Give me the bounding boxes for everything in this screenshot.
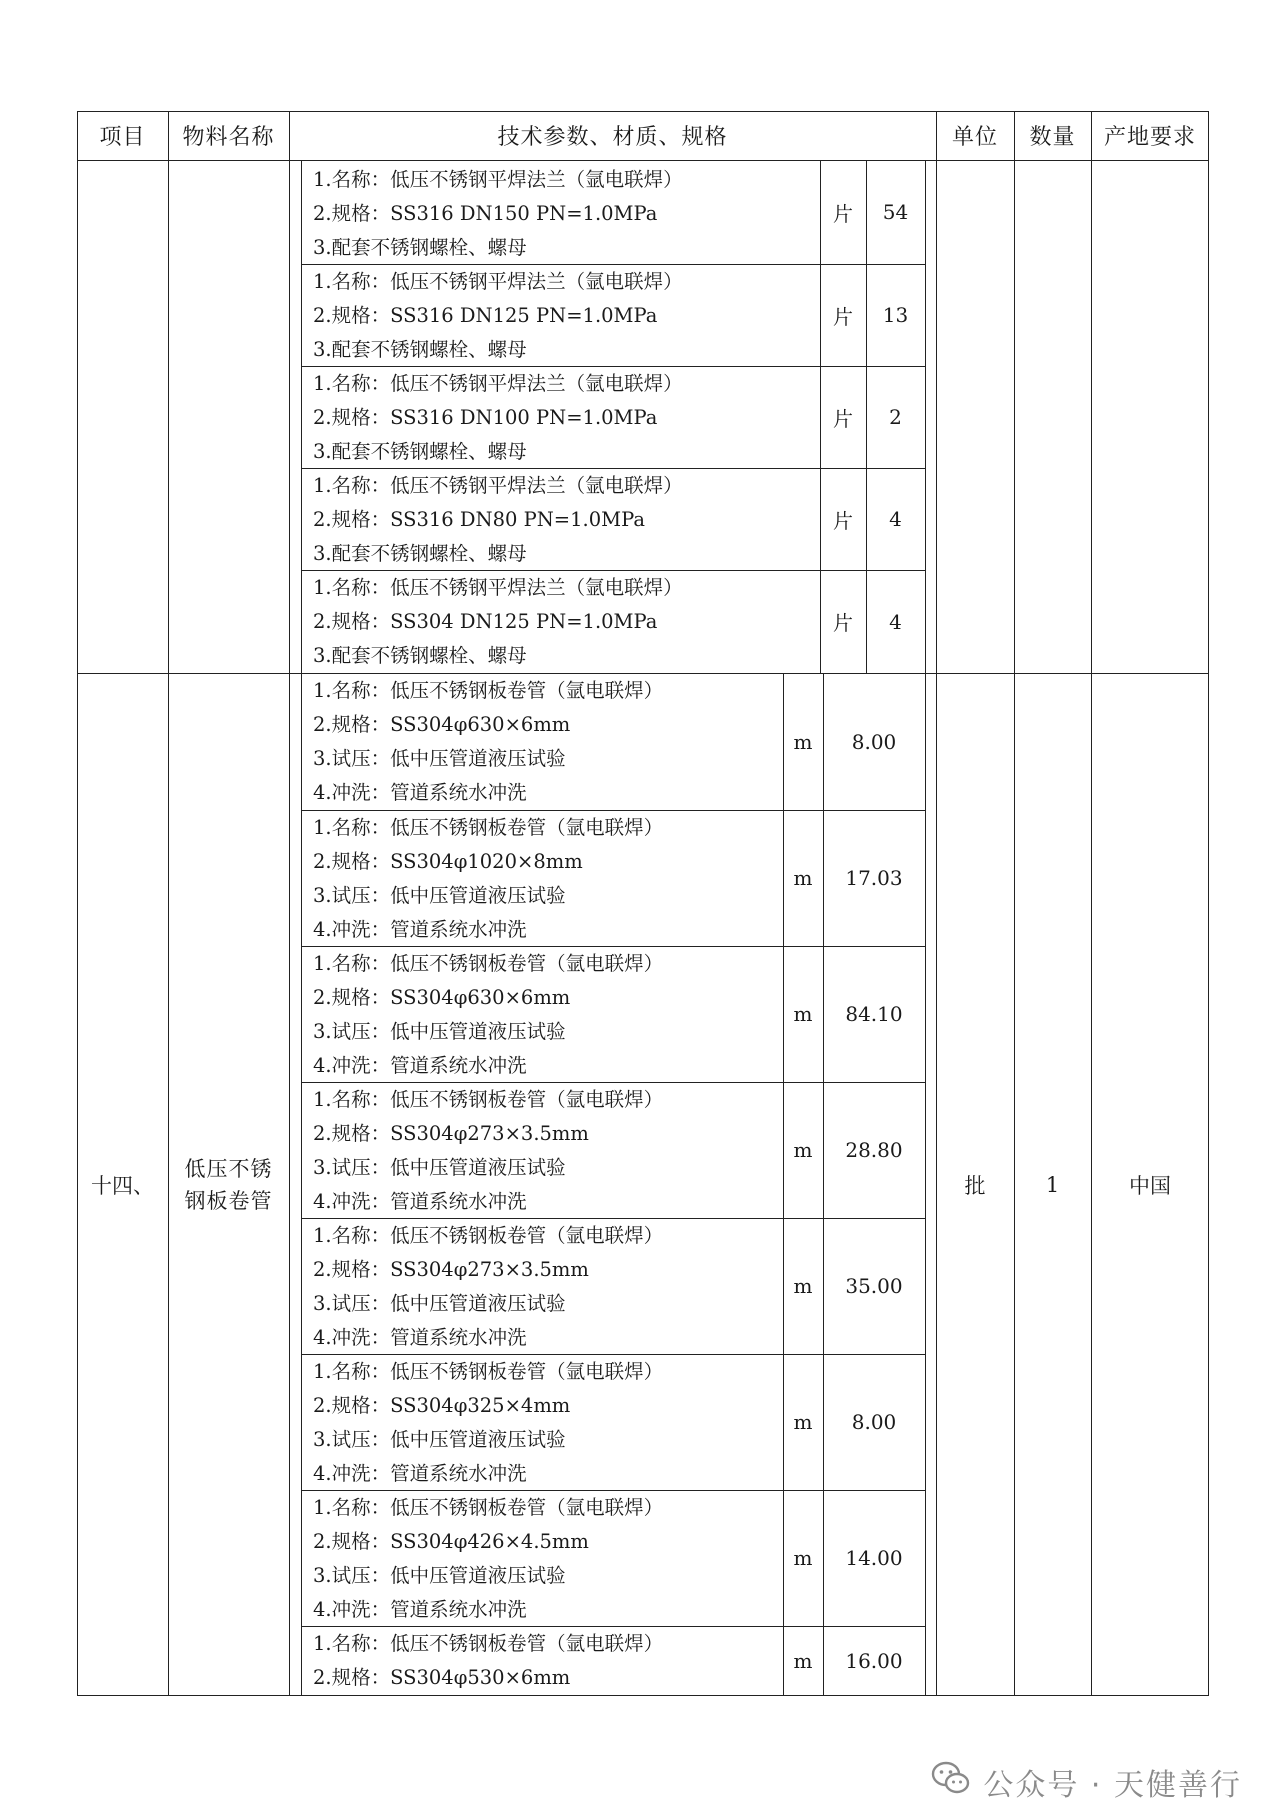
header-material: 物料名称 — [182, 125, 275, 150]
pipe-qty: 8.00 — [851, 1410, 897, 1434]
flange-spec-line: 3.配套不锈钢螺栓、螺母 — [313, 338, 527, 361]
pipe-spec-line: 1.名称：低压不锈钢板卷管（氩电联焊） — [313, 1224, 664, 1247]
pipe-spec-line: 2.规格：SS304φ630×6mm — [313, 986, 571, 1009]
pipe-qty: 84.10 — [845, 1002, 903, 1026]
pipe-spec-line: 4.冲洗：管道系统水冲洗 — [313, 1054, 527, 1077]
section-material: 低压不锈钢板卷管 — [184, 1156, 273, 1213]
pipe-unit: m — [793, 1002, 813, 1026]
pipe-spec-line: 2.规格：SS304φ273×3.5mm — [313, 1122, 589, 1145]
pipe-spec-line: 3.试压：低中压管道液压试验 — [313, 1292, 566, 1315]
pipe-unit: m — [793, 1138, 813, 1162]
pipe-unit: m — [793, 866, 813, 890]
flange-spec-line: 2.规格：SS316 DN80 PN=1.0MPa — [313, 508, 645, 531]
flange-qty: 2 — [889, 405, 902, 429]
flange-spec-line: 2.规格：SS316 DN100 PN=1.0MPa — [313, 406, 658, 429]
pipe-spec-line: 3.试压：低中压管道液压试验 — [313, 1428, 566, 1451]
pipe-spec-line: 1.名称：低压不锈钢板卷管（氩电联焊） — [313, 679, 664, 702]
pipe-qty: 8.00 — [851, 729, 897, 754]
pipe-spec-line: 1.名称：低压不锈钢板卷管（氩电联焊） — [313, 1360, 664, 1383]
flange-subtable-right — [925, 160, 926, 673]
flange-spec-line: 2.规格：SS316 DN125 PN=1.0MPa — [313, 304, 658, 327]
pipe-spec-line: 2.规格：SS304φ325×4mm — [313, 1394, 571, 1417]
flange-unit: 片 — [833, 508, 853, 533]
pipe-spec-line: 1.名称：低压不锈钢板卷管（氩电联焊） — [313, 952, 664, 975]
pipe-spec-line: 4.冲洗：管道系统水冲洗 — [313, 1326, 527, 1349]
pipe-spec-line: 2.规格：SS304φ273×3.5mm — [313, 1258, 589, 1281]
header-spec: 技术参数、材质、规格 — [497, 125, 728, 150]
pipe-unit: m — [793, 1649, 813, 1673]
flange-spec-line: 3.配套不锈钢螺栓、螺母 — [313, 644, 527, 667]
flange-qty: 54 — [882, 200, 909, 224]
pipe-qty: 35.00 — [845, 1274, 903, 1298]
flange-spec-line: 1.名称：低压不锈钢平焊法兰（氩电联焊） — [313, 576, 683, 599]
flange-spec-line: 1.名称：低压不锈钢平焊法兰（氩电联焊） — [313, 372, 683, 395]
header-origin: 产地要求 — [1103, 125, 1196, 150]
col-line — [289, 111, 290, 1696]
flange-qty: 13 — [882, 303, 909, 327]
pipe-spec-line: 4.冲洗：管道系统水冲洗 — [313, 781, 527, 804]
pipe-spec-line: 1.名称：低压不锈钢板卷管（氩电联焊） — [313, 1088, 664, 1111]
header-qty: 数量 — [1029, 125, 1076, 150]
pipe-spec-line: 3.试压：低中压管道液压试验 — [313, 1156, 566, 1179]
pipe-spec-line: 2.规格：SS304φ530×6mm — [313, 1666, 571, 1689]
pipe-spec-line: 4.冲洗：管道系统水冲洗 — [313, 1190, 527, 1213]
flange-unit: 片 — [833, 304, 853, 329]
flange-spec-line: 2.规格：SS304 DN125 PN=1.0MPa — [313, 610, 658, 633]
pipe-spec-line: 2.规格：SS304φ1020×8mm — [313, 850, 583, 873]
section-unit: 批 — [964, 1173, 986, 1198]
pipe-spec-line: 4.冲洗：管道系统水冲洗 — [313, 1462, 527, 1485]
header-project: 项目 — [99, 125, 146, 150]
pipe-unit: m — [793, 1410, 813, 1434]
flange-qty: 4 — [889, 507, 902, 531]
pipe-spec-line: 4.冲洗：管道系统水冲洗 — [313, 1598, 527, 1621]
pipe-spec-line: 3.试压：低中压管道液压试验 — [313, 884, 566, 907]
flange-spec-line: 1.名称：低压不锈钢平焊法兰（氩电联焊） — [313, 270, 683, 293]
pipe-qty: 17.03 — [845, 866, 903, 890]
watermark — [931, 1760, 1242, 1804]
pipe-spec-line: 2.规格：SS304φ426×4.5mm — [313, 1530, 589, 1553]
watermark-text: 公众号 · 天健善行 — [983, 1768, 1242, 1803]
pipe-unit: m — [793, 1546, 813, 1570]
flange-qty: 4 — [889, 609, 902, 634]
flange-spec-line: 1.名称：低压不锈钢平焊法兰（氩电联焊） — [313, 474, 683, 497]
flange-spec-line: 3.配套不锈钢螺栓、螺母 — [313, 236, 527, 259]
pipe-qty: 14.00 — [845, 1546, 903, 1570]
section-origin: 中国 — [1129, 1173, 1171, 1198]
section-qty: 1 — [1045, 1172, 1060, 1197]
flange-unit: 片 — [833, 611, 853, 635]
flange-spec-line: 2.规格：SS316 DN150 PN=1.0MPa — [313, 202, 658, 225]
pipe-spec-line: 1.名称：低压不锈钢板卷管（氩电联焊） — [313, 1632, 664, 1655]
wechat-icon — [931, 1761, 983, 1803]
pipe-spec-line: 3.试压：低中压管道液压试验 — [313, 1020, 566, 1043]
flange-unit: 片 — [833, 201, 853, 226]
pipe-spec-line: 3.试压：低中压管道液压试验 — [313, 1564, 566, 1587]
header-divider — [77, 160, 1209, 161]
pipe-spec-line: 2.规格：SS304φ630×6mm — [313, 713, 571, 736]
flange-spec-line: 3.配套不锈钢螺栓、螺母 — [313, 542, 527, 565]
pipe-spec-line: 1.名称：低压不锈钢板卷管（氩电联焊） — [313, 816, 664, 839]
pipe-subtable-right — [925, 673, 926, 1696]
flange-spec-line: 3.配套不锈钢螺栓、螺母 — [313, 440, 527, 463]
flange-unit: 片 — [833, 406, 853, 431]
pipe-spec-line: 3.试压：低中压管道液压试验 — [313, 747, 566, 770]
header-unit: 单位 — [951, 125, 998, 150]
flange-spec-line: 1.名称：低压不锈钢平焊法兰（氩电联焊） — [313, 168, 683, 191]
col-line — [301, 160, 302, 1696]
col-line — [168, 111, 169, 1696]
section-project: 十四、 — [91, 1173, 154, 1198]
pipe-spec-line: 1.名称：低压不锈钢板卷管（氩电联焊） — [313, 1496, 664, 1519]
pipe-spec-line: 4.冲洗：管道系统水冲洗 — [313, 918, 527, 941]
pipe-qty: 16.00 — [845, 1649, 903, 1673]
pipe-qty: 28.80 — [845, 1138, 903, 1162]
pipe-unit: m — [793, 1274, 813, 1298]
pipe-unit: m — [793, 729, 813, 754]
